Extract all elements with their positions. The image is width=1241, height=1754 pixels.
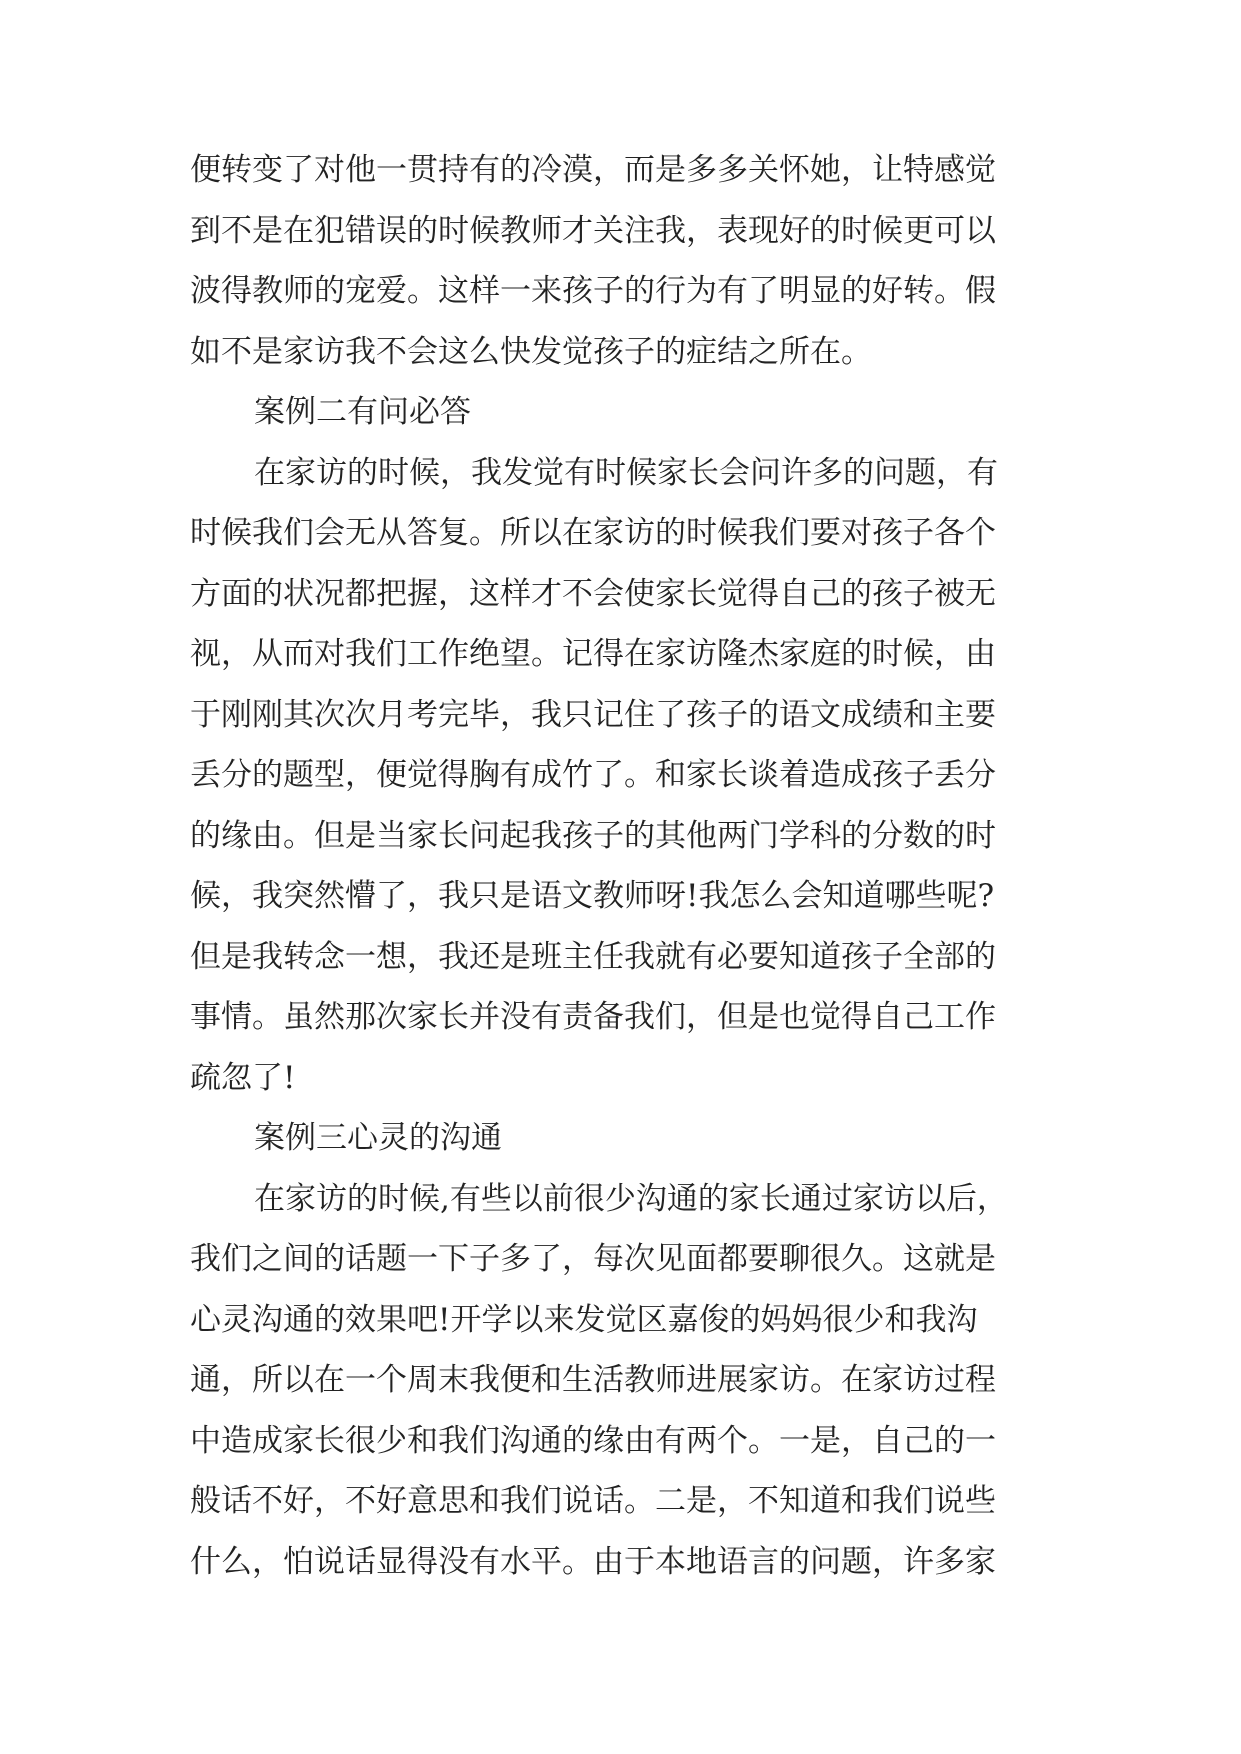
text-line: 疏忽了! xyxy=(190,1059,296,1096)
text-line: 般话不好，不好意思和我们说话。二是，不知道和我们说些 xyxy=(190,1483,996,1519)
text-line: 到不是在犯错误的时候教师才关注我，表现好的时候更可以 xyxy=(190,212,996,249)
text-line: 时候我们会无从答复。所以在家访的时候我们要对孩子各个 xyxy=(190,515,996,551)
text-line: 什么，怕说话显得没有水平。由于本地语言的问题，许多家 xyxy=(190,1543,996,1580)
text-line: 丢分的题型，便觉得胸有成竹了。和家长谈着造成孩子丢分 xyxy=(190,757,996,793)
text-line: 但是我转念一想，我还是班主任我就有必要知道孩子全部的 xyxy=(190,938,996,975)
text-line: 便转变了对他一贯持有的冷漠，而是多多关怀她，让特感觉 xyxy=(190,152,996,188)
text-line: 在家访的时候,有些以前很少沟通的家长通过家访以后， xyxy=(254,1180,1008,1217)
document-body xyxy=(190,140,1055,1592)
text-line: 候，我突然懵了，我只是语文教师呀!我怎么会知道哪些呢? xyxy=(190,878,995,914)
text-line: 于刚刚其次次月考完毕，我只记住了孩子的语文成绩和主要 xyxy=(190,696,996,733)
text-line: 我们之间的话题一下子多了，每次见面都要聊很久。这就是 xyxy=(190,1241,996,1277)
text-line: 的缘由。但是当家长问起我孩子的其他两门学科的分数的时 xyxy=(190,817,996,854)
section-heading: 案例二有问必答 xyxy=(254,394,471,430)
text-line: 事情。虽然那次家长并没有责备我们，但是也觉得自己工作 xyxy=(190,999,996,1035)
text-line: 通，所以在一个周末我便和生活教师进展家访。在家访过程 xyxy=(190,1362,996,1398)
text-line: 视，从而对我们工作绝望。记得在家访隆杰家庭的时候，由 xyxy=(190,636,996,672)
text-line: 在家访的时候，我发觉有时候家长会问许多的问题，有 xyxy=(254,454,998,491)
text-line: 如不是家访我不会这么快发觉孩子的症结之所在。 xyxy=(190,333,872,370)
text-line: 波得教师的宠爱。这样一来孩子的行为有了明显的好转。假 xyxy=(190,273,996,309)
text-line: 中造成家长很少和我们沟通的缘由有两个。一是，自己的一 xyxy=(190,1422,996,1459)
text-line: 心灵沟通的效果吧!开学以来发觉区嘉俊的妈妈很少和我沟 xyxy=(190,1301,978,1338)
section-heading: 案例三心灵的沟通 xyxy=(254,1120,502,1156)
text-line: 方面的状况都把握，这样才不会使家长觉得自己的孩子被无 xyxy=(190,575,996,612)
